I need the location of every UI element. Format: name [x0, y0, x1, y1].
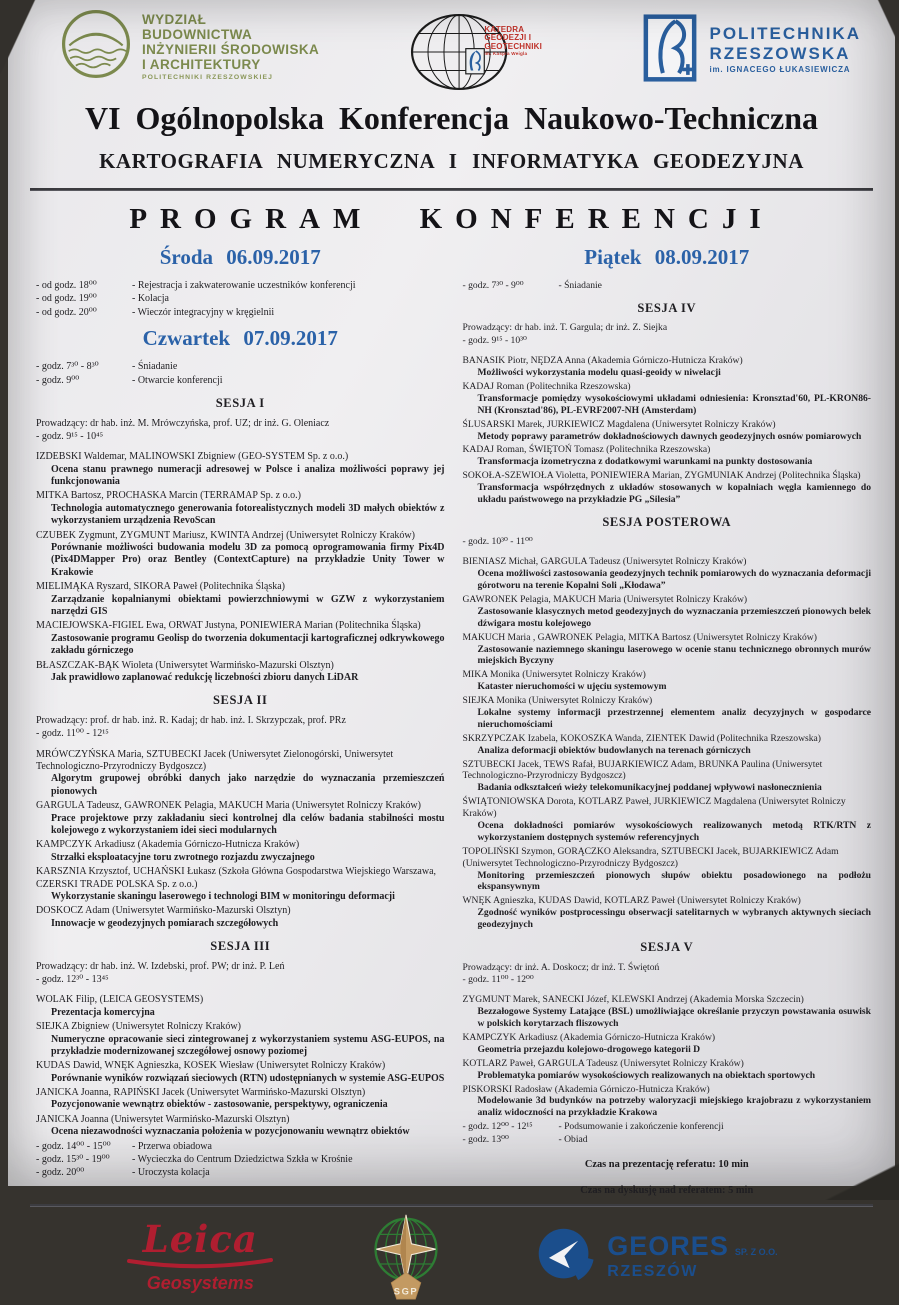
session-heading: SESJA II: [213, 693, 268, 708]
talk-list: [463, 994, 872, 1119]
talk: [463, 1084, 872, 1120]
talk-authors: BIENIASZ Michał, GARGULA Tadeusz (Uniwersytet Rolniczy Kraków): [462, 556, 747, 568]
schedule-row: [463, 1134, 872, 1146]
session-time: - godz. 12³⁰ - 13⁴⁵: [36, 973, 109, 985]
schedule-time: - godz. 13⁰⁰: [462, 1134, 509, 1146]
talk-title: Analiza deformacji obiektów budowlanych na terenach górniczych: [477, 744, 751, 756]
talk-title: Wykorzystanie skaningu laserowego i technologi BIM w monitoringu deformacji: [51, 890, 395, 902]
schedule-row: [36, 1167, 445, 1179]
talk: [36, 839, 445, 864]
schedule-activity: - Uroczysta kolacja: [132, 1167, 210, 1179]
session-heading: SESJA POSTEROWA: [602, 514, 732, 529]
talk-title: Zastosowanie programu Geolisp do tworzenia dokumentacji kartograficznej odkrywkowego zakładu górniczego: [51, 632, 445, 657]
talk-authors: DOSKOCZ Adam (Uniwersytet Warmińsko-Mazurski Olsztyn): [36, 905, 291, 917]
schedule-time: - godz. 20⁰⁰: [36, 1167, 85, 1179]
talk-title: Technologia automatycznego generowania fotorealistycznych modeli 3D małych obiektów z wykorzystaniem urządzenia RevoScan: [51, 502, 445, 527]
schedule-activity: - Śniadanie: [558, 280, 602, 292]
talk-title: Numeryczne opracowanie sieci zintegrowanej z wykorzystaniem systemu ASG-EUPOS, na przykładzie modernizowanej szczegółowej osnowy poziomej: [51, 1033, 445, 1057]
talk-title: Monitoring przemieszczeń pionowych słupów obiektu posadowionego na podłożu ekspansywnym: [477, 869, 871, 893]
schedule-time: - godz. 14⁰⁰ - 15⁰⁰: [36, 1140, 111, 1152]
session-time: - godz. 11⁰⁰ - 12⁰⁰: [462, 974, 534, 986]
university-line: POLITECHNIKA: [709, 24, 861, 43]
schedule-activity: - Śniadanie: [132, 361, 178, 373]
talk-title: Prezentacja komercyjna: [51, 1006, 155, 1018]
university-logo: [643, 14, 861, 82]
talk-authors: TOPOLIŃSKI Szymon, GORĄCZKO Aleksandra, SZTUBECKI Jacek, BUJARKIEWICZ Adam (Uniwersytet Technologiczno-Przyrodniczy Bydgoszcz): [462, 845, 839, 869]
leica-wordmark: Leica: [142, 1217, 258, 1262]
talk-authors: SKRZYPCZAK Izabela, KOKOSZKA Wanda, ZIENTEK Dawid (Politechnika Rzeszowska): [462, 732, 821, 744]
university-subline: im. IGNACEGO ŁUKASIEWICZA: [709, 65, 851, 75]
department-line: KATEDRA: [484, 25, 525, 34]
talk-authors: ZYGMUNT Marek, SANECKI Józef, KLEWSKI Andrzej (Akademia Morska Szczecin): [462, 994, 804, 1006]
talk-authors: SOKOŁA-SZEWIOŁA Violetta, PONIEWIERA Marian, ZYGMUNIAK Andrzej (Politechnika Śląska): [462, 470, 861, 482]
faculty-subline: POLITECHNIKI RZESZOWSKIEJ: [142, 74, 273, 82]
session-time: - godz. 9¹⁵ - 10³⁰: [462, 335, 527, 347]
session-time: - godz. 11⁰⁰ - 12¹⁵: [36, 728, 109, 740]
talk: [36, 994, 445, 1019]
schedule-row: [36, 1141, 445, 1153]
talk-title: Porównanie możliwości budowania modelu 3D za pomocą oprogramowania firmy Pix4D (Pix4DMapper Pro) oraz Bentley (ContextCapture) na przykładzie Unity Tower w Krakowie: [51, 542, 445, 578]
talk-title: Algorytm grupowej obróbki danych jako narzędzie do wyznaczania przemieszczeń pionowych: [51, 773, 445, 797]
schedule-row: [36, 293, 445, 305]
department-logo: [406, 10, 556, 94]
talk-authors: MIKA Monika (Uniwersytet Rolniczy Kraków): [462, 669, 646, 681]
talk-list: [463, 355, 872, 506]
talk-title: Pozycjonowanie wewnątrz obiektów - zastosowanie, perspektywy, ograniczenia: [51, 1099, 388, 1111]
top-divider: [30, 188, 873, 191]
schedule-activity: - Rejestracja i zakwaterowanie uczestników konferencji: [132, 280, 356, 292]
faculty-logo-text: [142, 8, 319, 82]
talk: [463, 796, 872, 844]
pr-monogram-icon: [643, 14, 697, 82]
session-time: - godz. 10³⁰ - 11⁰⁰: [462, 536, 533, 548]
faculty-line: I ARCHITEKTURY: [142, 57, 261, 73]
talk: [463, 632, 872, 668]
talk-authors: SIEJKA Zbigniew (Uniwersytet Rolniczy Kraków): [36, 1021, 241, 1033]
talk-title: Badania odkształceń wieży telekomunikacyjnej poddanej wpływowi nasłonecznienia: [477, 782, 822, 794]
session-chairs: Prowadzący: prof. dr hab. inż. R. Kadaj; dr hab. inż. I. Skrzypczak, prof. PRz: [36, 714, 346, 726]
talk: [36, 451, 445, 488]
talk: [36, 1060, 445, 1085]
schedule-list: [36, 361, 445, 387]
sgp-label: SGP: [394, 1286, 419, 1297]
department-subline: im. Kaspra Weigla: [484, 51, 528, 57]
talk: [36, 620, 445, 657]
talk-authors: IZDEBSKI Waldemar, MALINOWSKI Zbigniew (GEO-SYSTEM Sp. z o.o.): [36, 451, 349, 463]
schedule-time: - godz. 7³⁰ - 8³⁰: [36, 361, 99, 373]
schedule-activity: - Przerwa obiadowa: [132, 1140, 212, 1152]
talk-title: Zarządzanie kopalnianymi obiektami powierzchniowymi w GZW z wykorzystaniem narzędzi GIS: [51, 593, 445, 617]
talk-list: [36, 994, 445, 1138]
session-heading: SESJA V: [640, 940, 694, 954]
talk-title: Ocena dokładności pomiarów wysokościowych realizowanych metodą RTK/RTN z wykorzystaniem dostępnych systemów referencyjnych: [477, 819, 871, 843]
talk: [463, 594, 872, 630]
schedule-time: - godz. 9⁰⁰: [36, 374, 80, 386]
schedule-activity: - Kolacja: [132, 293, 169, 305]
talk: [463, 419, 872, 443]
schedule-time: - godz. 7³⁰ - 9⁰⁰: [462, 280, 524, 292]
conference-subtitle: KARTOGRAFIA NUMERYCZNA I INFORMATYKA GEODEZYJNA: [99, 149, 804, 173]
geores-suffix: SP. Z O.O.: [734, 1247, 778, 1258]
talk-authors: MITKA Bartosz, PROCHASKA Marcin (TERRAMAP Sp. z o.o.): [36, 490, 301, 502]
talk: [463, 1058, 872, 1082]
talk: [463, 444, 872, 468]
schedule-activity: - Podsumowanie i zakończenie konferencji: [558, 1121, 724, 1133]
note-line: Czas na dyskusję nad referatem: 5 min: [580, 1184, 754, 1196]
talk-authors: ŚLUSARSKI Marek, JURKIEWICZ Magdalena (Uniwersytet Rolniczy Kraków): [462, 418, 776, 430]
program-column-right: [463, 240, 872, 1198]
schedule-time: - od godz. 20⁰⁰: [36, 306, 97, 318]
talk-authors: BŁASZCZAK-BĄK Wioleta (Uniwersytet Warmińsko-Mazurski Olsztyn): [36, 659, 334, 671]
talk-list: [36, 749, 445, 930]
university-logo-text: [709, 14, 861, 74]
talk-authors: GAWRONEK Pelagia, MAKUCH Maria (Uniwersytet Rolniczy Kraków): [462, 593, 748, 605]
note-line: Czas na prezentację referatu: 10 min: [584, 1158, 749, 1170]
faculty-logo-icon: [60, 8, 132, 80]
talk: [463, 470, 872, 506]
schedule-activity: - Obiad: [558, 1134, 588, 1146]
geores-icon: [537, 1227, 597, 1287]
talk: [36, 660, 445, 685]
university-line: RZESZOWSKA: [709, 43, 851, 63]
talk: [36, 800, 445, 837]
talk-title: Zastosowanie klasycznych metod geodezyjnych do wyznaczania przemieszczeń pionowych belek dźwigara mostu kolejowego: [477, 605, 871, 629]
session-heading: SESJA III: [210, 939, 271, 954]
talk-title: Jak prawidłowo zaplanować redukcję liczebności zbioru danych LiDAR: [51, 671, 359, 683]
talk-title: Kataster nieruchomości w ujęciu systemowym: [477, 681, 667, 693]
talk-authors: BANASIK Piotr, NĘDZA Anna (Akademia Górniczo-Hutnicza Kraków): [462, 355, 743, 367]
talk-title: Geometria przejazdu kolejowo-drogowego kategorii D: [477, 1043, 701, 1055]
talk: [463, 733, 872, 757]
talk-authors: MAKUCH Maria , GAWRONEK Pelagia, MITKA Bartosz (Uniwersytet Rolniczy Kraków): [462, 631, 817, 643]
talk-title: Transformacje pomiędzy wysokościowymi układami odniesienia: Kronsztad'60, PL-KRON86-NH (Kronsztad'86), PL-EVRF2007-NH (Amsterdam): [477, 392, 871, 416]
schedule-row: [36, 280, 445, 292]
talk-authors: KADAJ Roman (Politechnika Rzeszowska): [462, 380, 631, 392]
conference-title: VI Ogólnopolska Konferencja Naukowo-Techniczna: [84, 100, 819, 136]
talk: [36, 1087, 445, 1112]
talk-title: Transformacja współrzędnych z układów stosowanych w kopalniach węgla kamiennego do układu państwowego na przykładzie PG „Silesia”: [477, 482, 871, 505]
schedule-activity: - Wycieczka do Centrum Dziedzictwa Szkła w Krośnie: [132, 1154, 353, 1166]
schedule-row: [463, 280, 872, 292]
leica-swoosh-icon: [125, 1258, 275, 1270]
talk: [36, 1114, 445, 1139]
geores-city: RZESZÓW: [607, 1263, 698, 1281]
talk-authors: JANICKA Joanna, RAPIŃSKI Jacek (Uniwersytet Warmińsko-Mazurski Olsztyn): [36, 1087, 366, 1099]
talk: [36, 866, 445, 903]
talk: [463, 759, 872, 795]
talk: [36, 749, 445, 799]
session-chairs: Prowadzący: dr inż. A. Doskocz; dr inż. T. Świętoń: [462, 961, 660, 973]
talk: [463, 1032, 872, 1056]
talk-authors: WNĘK Agnieszka, KUDAS Dawid, KOTLARZ Paweł (Uniwersytet Rolniczy Kraków): [462, 895, 801, 907]
talk: [36, 581, 445, 618]
talk-authors: MRÓWCZYŃSKA Maria, SZTUBECKI Jacek (Uniwersytet Zielonogórski, Uniwersytet Technologiczno-Przyrodniczy Bydgoszcz): [36, 748, 394, 772]
talk-title: Metody poprawy parametrów dokładnościowych dawnych geodezyjnych osnów pomiarowych: [477, 430, 862, 442]
talk-authors: KARSZNIA Krzysztof, UCHAŃSKI Łukasz (Szkoła Główna Gospodarstwa Wiejskiego Warszawa, CZERSKI TRADE POLSKA Sp. z o.o.): [36, 866, 437, 890]
leica-subtext: Geosystems: [146, 1273, 254, 1294]
talk-authors: JANICKA Joanna (Uniwersytet Warmińsko-Mazurski Olsztyn): [36, 1113, 290, 1125]
talk: [36, 905, 445, 930]
talk-authors: WOLAK Filip, (LEICA GEOSYSTEMS): [36, 994, 204, 1006]
session-chairs: Prowadzący: dr hab. inż. M. Mrówczyńska, prof. UZ; dr inż. G. Oleniacz: [36, 417, 330, 429]
talk: [463, 994, 872, 1030]
schedule-activity: - Otwarcie konferencji: [132, 374, 223, 386]
schedule-activity: - Wieczór integracyjny w kręgielnii: [132, 306, 275, 318]
talk-title: Lokalne systemy informacji przestrzennej elementem analiz decyzyjnych w gospodarce nieruchomościami: [477, 706, 871, 730]
schedule-list: [36, 280, 445, 319]
header-logos: [8, 0, 895, 94]
talk-authors: GARGULA Tadeusz, GAWRONEK Pelagia, MAKUCH Maria (Uniwersytet Rolniczy Kraków): [36, 800, 421, 812]
session-heading: SESJA I: [215, 396, 265, 411]
talk-title: Prace projektowe przy zakładaniu sieci kontrolnej dla celów badania stabilności mostu kolejowego z wykorzystaniem idei sieci modularnych: [51, 812, 445, 836]
talk: [36, 490, 445, 527]
talk-authors: ŚWIĄTONIOWSKA Dorota, KOTLARZ Paweł, JURKIEWICZ Magdalena (Uniwersytet Rolniczy Kraków): [462, 796, 846, 820]
talk-title: Modelowanie 3d budynków na potrzeby waloryzacji miejskiego krajobrazu z wykorzystaniem analiz widoczności na przykładzie Krakowa: [477, 1095, 871, 1119]
schedule-row: [463, 1121, 872, 1133]
program-heading: PROGRAM KONFERENCJI: [129, 203, 774, 235]
talk: [463, 669, 872, 693]
day-heading: Czwartek 07.09.2017: [142, 326, 338, 351]
faculty-line: INŻYNIERII ŚRODOWISKA: [142, 42, 320, 58]
talk: [463, 556, 872, 592]
session-heading: SESJA IV: [637, 300, 697, 315]
talk: [463, 355, 872, 379]
talk-authors: CZUBEK Zygmunt, ZYGMUNT Mariusz, KWINTA Andrzej (Uniwersytet Rolniczy Kraków): [36, 529, 415, 541]
talk-title: Innowacje w geodezyjnych pomiarach szczegółowych: [51, 917, 279, 929]
talk-title: Transformacja izometryczna z dodatkowymi warunkami na punkty dostosowania: [477, 456, 813, 468]
day-heading: Piątek 08.09.2017: [584, 245, 750, 269]
department-line: GEOTECHNIKI: [484, 41, 543, 51]
program-columns: [8, 238, 895, 1198]
talk-authors: MACIEJOWSKA-FIGIEL Ewa, ORWAT Justyna, PONIEWIERA Marian (Politechnika Śląska): [36, 620, 421, 632]
talk: [463, 895, 872, 931]
schedule-list: [36, 1141, 445, 1180]
schedule-time: - godz. 12⁰⁰ - 12¹⁵: [462, 1121, 533, 1133]
talk: [463, 846, 872, 894]
leica-logo: [125, 1217, 275, 1294]
faculty-line: WYDZIAŁ: [142, 12, 207, 27]
geores-name: GEORES: [607, 1231, 729, 1262]
talk-list: [36, 451, 445, 684]
talk-authors: MIELIMĄKA Ryszard, SIKORA Paweł (Politechnika Śląska): [36, 581, 286, 593]
talk-authors: SIEJKA Monika (Uniwersytet Rolniczy Kraków): [462, 695, 653, 707]
talk-authors: KAMPCZYK Arkadiusz (Akademia Górniczo-Hutnicza Kraków): [36, 839, 300, 851]
talk: [36, 1021, 445, 1058]
department-line: GEODEZJI I: [484, 33, 532, 43]
talk: [463, 381, 872, 417]
department-logo-text: [484, 26, 542, 57]
talk: [463, 695, 872, 731]
talk-authors: KAMPCZYK Arkadiusz (Akademia Górniczo-Hutnicza Kraków): [462, 1031, 716, 1043]
session-chairs: Prowadzący: dr hab. inż. T. Gargula; dr inż. Z. Siejka: [462, 322, 668, 334]
talk-title: Ocena możliwości zastosowania geodezyjnych technik pomiarowych do wyznaczania deformacji górotworu na terenie Kopalni Soli „Kłodawa”: [477, 568, 871, 592]
faculty-line: BUDOWNICTWA: [142, 27, 253, 43]
talk: [36, 530, 445, 580]
talk-title: Problematyka pomiarów wysokościowych realizowanych na obiektach sportowych: [477, 1069, 816, 1081]
photo-shadow-top-left: [0, 0, 40, 74]
geores-logo: [537, 1227, 777, 1287]
program-column-left: [36, 240, 445, 1198]
schedule-row: [36, 307, 445, 319]
conference-program-poster: [8, 0, 895, 1297]
talk-authors: PISKORSKI Radosław (Akademia Górniczo-Hutnicza Kraków): [462, 1083, 710, 1095]
photo-shadow-top-right: [869, 0, 899, 44]
session-chairs: Prowadzący: dr hab. inż. W. Izdebski, prof. PW; dr inż. P. Leń: [36, 960, 285, 972]
talk-title: Ocena stanu prawnego numeracji adresowej w Polsce i analiza możliwości poprawy jej funkcjonowania: [51, 463, 445, 488]
session-time: - godz. 9¹⁵ - 10⁴⁵: [36, 430, 104, 442]
talk-authors: KOTLARZ Paweł, GARGULA Tadeusz (Uniwersytet Rolniczy Kraków): [462, 1057, 744, 1069]
geores-text: [607, 1233, 777, 1280]
schedule-time: - od godz. 19⁰⁰: [36, 293, 97, 305]
schedule-row: [36, 1154, 445, 1166]
schedule-time: - godz. 15³⁰ - 19⁰⁰: [36, 1154, 110, 1166]
sgp-logo-icon: [367, 1213, 445, 1301]
talk-title: Porównanie wyników rozwiązań sieciowych (RTN) udostępnianych w systemie ASG-EUPOS: [51, 1072, 445, 1084]
schedule-row: [36, 361, 445, 373]
sponsor-logos: [8, 1213, 895, 1305]
day-heading: Środa 06.09.2017: [159, 245, 321, 269]
talk-title: Zgodność wyników postprocessingu obserwacji satelitarnych w wybranych aktywnych sieciach geodezyjnych: [477, 907, 871, 931]
faculty-logo: [60, 8, 319, 82]
schedule-list: [463, 1121, 872, 1146]
schedule-list: [463, 280, 872, 292]
photo-shadow-bottom-right: [819, 1160, 899, 1200]
talk-title: Bezzałogowe Systemy Latające (BSL) umożliwiające określanie przyczyn powstawania osuwisk w polskich korytarzach fliszowych: [477, 1006, 871, 1030]
talk-list: [463, 556, 872, 931]
schedule-time: - od godz. 18⁰⁰: [36, 280, 97, 292]
talk-title: Strzałki eksploatacyjne toru zwrotnego rozjazdu zwyczajnego: [51, 851, 315, 863]
talk-title: Zastosowanie naziemnego skaningu laserowego w ocenie stanu technicznego obronnych murów miejskich Byczyny: [477, 643, 871, 667]
talk-authors: KUDAS Dawid, WNĘK Agnieszka, KOSEK Wiesław (Uniwersytet Rolniczy Kraków): [36, 1060, 386, 1072]
talk-authors: KADAJ Roman, ŚWIĘTOŃ Tomasz (Politechnika Rzeszowska): [462, 444, 711, 456]
talk-title: Ocena niezawodności wyznaczania położenia w pozycjonowaniu wewnątrz obiektów: [51, 1126, 410, 1138]
bottom-divider: [30, 1204, 873, 1207]
schedule-row: [36, 375, 445, 387]
talk-authors: SZTUBECKI Jacek, TEWS Rafał, BUJARKIEWICZ Adam, BRUNKA Paulina (Uniwersytet Technologiczno-Przyrodniczy Bydgoszcz): [462, 758, 823, 782]
talk-title: Możliwości wykorzystania modelu quasi-geoidy w niwelacji: [477, 367, 721, 379]
